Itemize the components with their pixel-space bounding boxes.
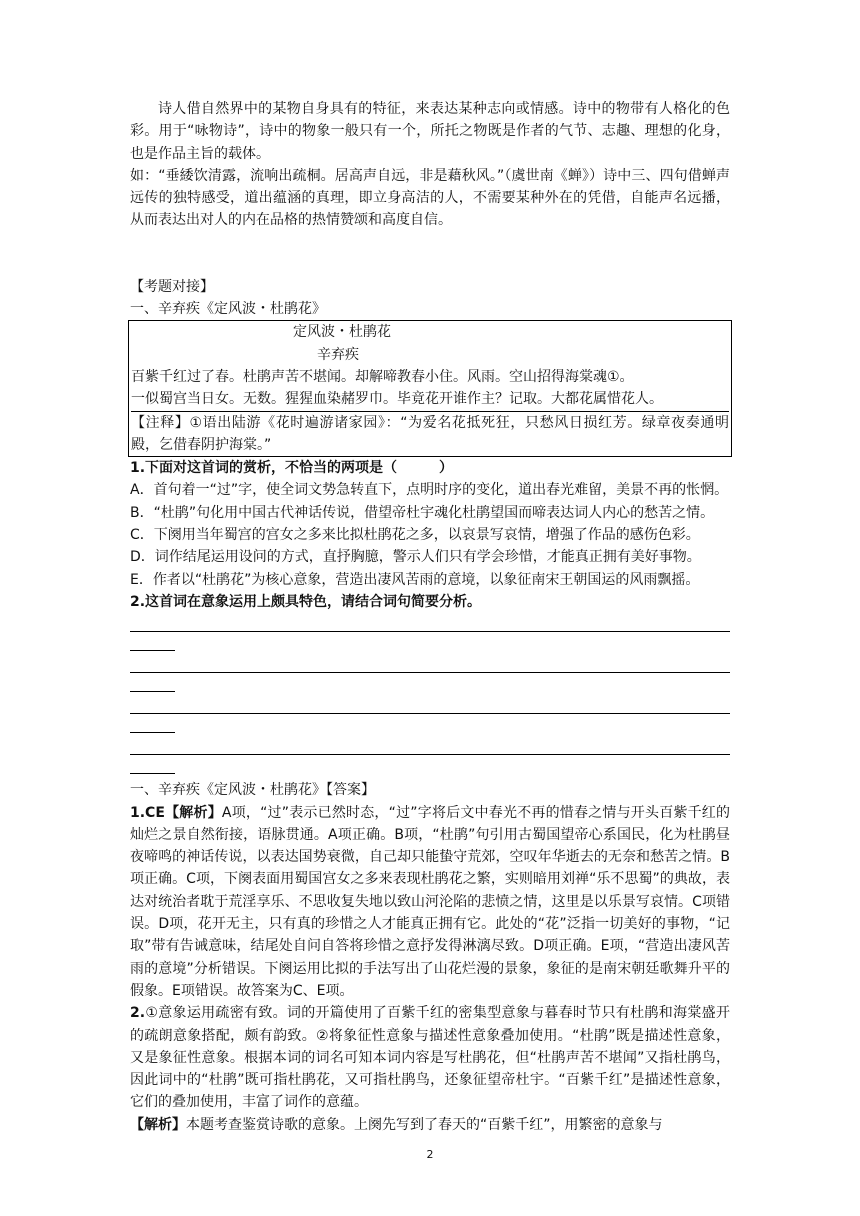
option-d: D．词作结尾运用设问的方式，直抒胸臆，警示人们只有学会珍惜，才能真正拥有美好事物。 [130, 549, 701, 566]
section-heading: 【考题对接】 [130, 278, 214, 295]
section-title: 一、辛弃疾《定风波・杜鹃花》 [130, 301, 326, 318]
answer-1 [130, 802, 730, 1003]
answer-2-analysis-prefix: 【解析】 [130, 1116, 186, 1133]
answer-2-text: ①意象运用疏密有致。词的开篇使用了百紫千红的密集型意象与暮春时节只有杜鹃和海棠盛开的疏朗意象搭配，颇有韵致。②将象征性意象与描述性意象叠加使用。“杜鹃”既是描述性意象，又是象征性意象。根据本词的词名可知本词内容是写杜鹃花，但“杜鹃声苦不堪闻”又指杜鹃鸟，因此词中的“杜鹃”既可指杜鹃花，又可指杜鹃鸟，还象征望帝杜宇。“百紫千红”是描述性意象，它们的叠加使用，丰富了词作的意蕴。 [130, 1005, 730, 1111]
poem-box [128, 320, 732, 457]
option-a: A．首句着一“过”字，使全词文势急转直下，点明时序的变化，道出春光难留，美景不再的怅惘。 [130, 482, 729, 499]
answer-line-short[interactable] [130, 635, 175, 651]
poem-line: 一似蜀宫当日女。无数。猩猩血染赭罗巾。毕竟花开谁作主？记取。大都花属惜花人。 [131, 391, 663, 408]
answer-1-prefix: 1.CE【解析】 [130, 804, 222, 821]
question-1-stem: 1.下面对这首词的赏析，不恰当的两项是（ ） [130, 460, 454, 477]
intro-paragraph: 诗人借自然界中的某物自身具有的特征，来表达某种志向或情感。诗中的物带有人格化的色彩。用于“咏物诗”，诗中的物象一般只有一个，所托之物既是作者的气节、志趣、理想的化身，也是作品主旨的载体。 [130, 101, 730, 162]
answer-line-short[interactable] [130, 758, 175, 774]
answer-line-short[interactable] [130, 717, 175, 733]
answer-line[interactable] [130, 656, 730, 673]
poem-line: 百紫千红过了春。杜鹃声苦不堪闻。却解啼教春小住。风雨。空山招得海棠魂①。 [131, 368, 634, 385]
page-content [130, 98, 730, 1136]
answer-1-text: A项，“过”表示已然时态，“过”字将后文中春光不再的惜春之情与开头百紫千红的灿烂之景自然衔接，语脉贯通。A项正确。B项，“杜鹃”句引用古蜀国望帝心系国民，化为杜鹃昼夜啼鸣的神话传说，以表达国势衰微，自己却只能蛰守荒郊，空叹年华逝去的无奈和愁苦之情。B项正确。C项，下阕表面用蜀国宫女之多来表现杜鹃花之繁，实则暗用刘禅“乐不思蜀”的典故，表达对统治者耽于荒淫享乐、不思收复失地以致山河沦陷的悲愤之情，这里是以乐景写哀情。C项错误。D项，花开无主，只有真的珍惜之人才能真正拥有它。此处的“花”泛指一切美好的事物，“记取”带有告诫意味，结尾处自问自答将珍惜之意抒发得淋漓尽致。D项正确。E项，“营造出凄风苦雨的意境”分析错误。下阕运用比拟的手法写出了山花烂漫的景象，象征的是南宋朝廷歌舞升平的假象。E项错误。故答案为C、E项。 [130, 804, 730, 999]
poem-author: 辛弃疾 [317, 346, 359, 363]
option-b: B．“杜鹃”句化用中国古代神话传说，借望帝杜宇魂化杜鹃望国而啼表达词人内心的愁苦之情。 [130, 504, 715, 521]
poem-note: 【注释】①语出陆游《花时遍游诸家园》：“为爱名花抵死狂，只愁风日损红芳。绿章夜奏通明殿，乞借春阴护海棠。” [131, 411, 729, 457]
spacer [130, 232, 730, 276]
answer-line[interactable] [130, 697, 730, 714]
option-c: C．下阕用当年蜀宫的宫女之多来比拟杜鹃花之多，以哀景写哀情，增强了作品的感伤色彩。 [130, 527, 700, 544]
answer-line[interactable] [130, 615, 730, 632]
question-2-stem: 2.这首词在意象运用上颇具特色，请结合词句简要分析。 [130, 593, 482, 610]
answer-2 [130, 1002, 730, 1113]
answer-line-short[interactable] [130, 676, 175, 692]
answer-2-prefix: 2. [130, 1005, 146, 1022]
poem-title: 定风波・杜鹃花 [293, 324, 391, 341]
answer-2-analysis [130, 1114, 730, 1136]
answers-title [130, 779, 730, 801]
intro-example-paragraph: 如：“垂緌饮清露，流响出疏桐。居高声自远，非是藉秋风。”（虞世南《蝉》）诗中三、四句借蝉声远传的独特感受，道出蕴涵的真理，即立身高洁的人，不需要某种外在的凭借，自能声名远播，从而表达出对人的内在品格的热情赞颂和高度自信。 [130, 167, 730, 229]
answer-2-analysis-text: 本题考查鉴赏诗歌的意象。上阕先写到了春天的“百紫千红”，用繁密的意象与 [186, 1116, 663, 1133]
answer-lines [130, 615, 730, 774]
option-e: E．作者以“杜鹃花”为核心意象，营造出凄风苦雨的意境，以象征南宋王朝国运的风雨飘摇。 [130, 571, 700, 588]
answer-line[interactable] [130, 738, 730, 755]
page-number: 2 [426, 1148, 434, 1161]
answers-title-text: 一、辛弃疾《定风波・杜鹃花》【答案】 [130, 782, 375, 799]
